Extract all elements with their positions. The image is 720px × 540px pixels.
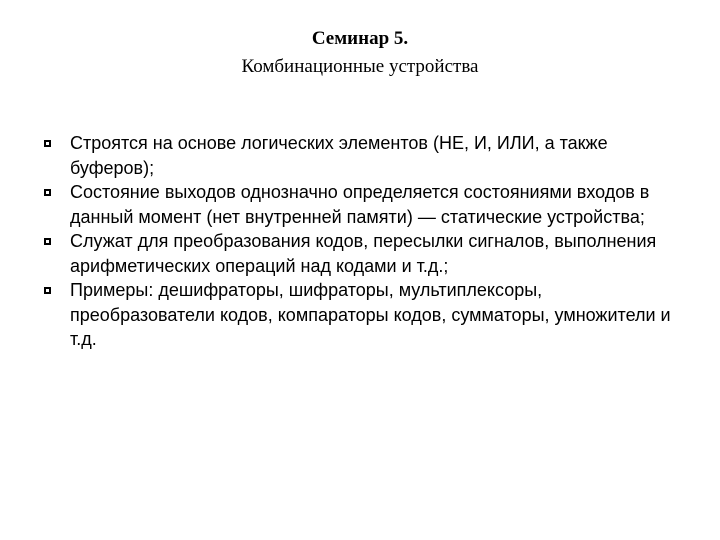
bullet-text: Служат для преобразования кодов, пересылки сигналов, выполнения арифметических операций над кодами и т.д.; — [70, 231, 657, 276]
square-bullet-icon — [44, 140, 51, 147]
bullet-text: Строятся на основе логических элементов (НЕ, И, ИЛИ, а также буферов); — [70, 133, 608, 178]
square-bullet-icon — [44, 189, 51, 196]
bullet-item — [44, 131, 684, 180]
bullet-text: Состояние выходов однозначно определяется состояниями входов в данный момент (нет внутренней памяти) — статические устройства; — [70, 182, 650, 227]
bullet-text: Примеры: дешифраторы, шифраторы, мультиплексоры, преобразователи кодов, компараторы кодов, сумматоры, умножители и т.д. — [70, 280, 671, 349]
bullet-item — [44, 180, 684, 229]
bullet-list — [44, 131, 684, 352]
slide-title-block — [0, 26, 720, 80]
square-bullet-icon — [44, 287, 51, 294]
square-bullet-icon — [44, 238, 51, 245]
bullet-item — [44, 229, 684, 278]
bullet-item — [44, 278, 684, 352]
slide-subtitle: Комбинационные устройства — [241, 56, 479, 77]
slide-title: Семинар 5. — [311, 28, 409, 49]
